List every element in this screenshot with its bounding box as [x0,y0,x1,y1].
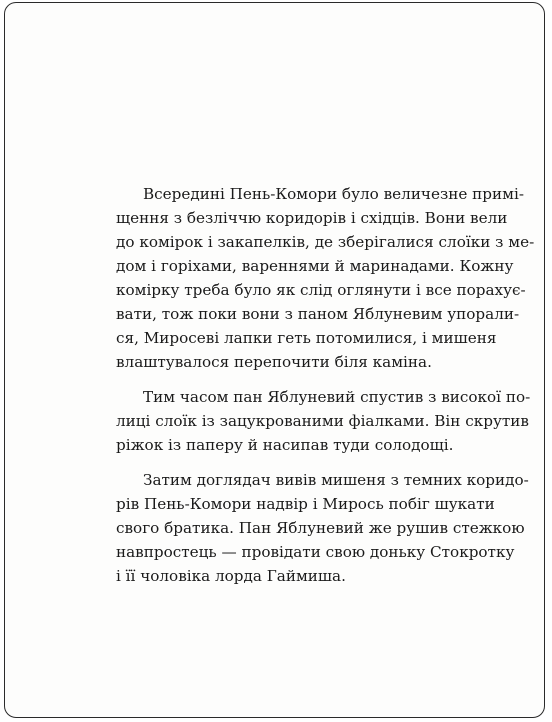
text-line: ріжок із паперу й насипав туди солодощі. [116,436,454,454]
text-line: вати, тож поки вони з паном Яблуневим упорали- [116,305,520,323]
text-line: ся, Миросеві лапки геть потомилися, і мишеня [116,329,497,347]
text-line: комірку треба було як слід оглянути і все порахує- [116,281,526,299]
text-line: свого братика. Пан Яблуневий же рушив стежкою [116,519,525,537]
text-line: навпростець — провідати свою доньку Стокротку [116,543,515,561]
text-line: дом і горіхами, вареннями й маринадами. Кожну [116,257,514,275]
text-line: і її чоловіка лорда Гаймиша. [116,567,346,585]
paragraph-1 [116,182,535,374]
text-line: щення з безліччю коридорів і східців. Вони вели [116,209,508,227]
text-line: рів Пень-Комори надвір і Мирось побіг шукати [116,495,495,513]
text-line: до комірок і закапелків, де зберігалися слоїки з ме- [116,233,535,251]
paragraph-3 [116,468,529,588]
text-line: лиці слоїк із зацукрованими фіалками. Він скрутив [116,412,529,430]
text-line: Затим доглядач вивів мишеня з темних коридо- [143,471,529,489]
text-line: Тим часом пан Яблуневий спустив з високої по- [143,388,531,406]
text-line: влаштувалося перепочити біля каміна. [116,353,432,371]
paragraph-2 [116,385,531,457]
body-text [116,182,535,599]
text-line: Всередині Пень-Комори було величезне примі- [143,185,524,203]
